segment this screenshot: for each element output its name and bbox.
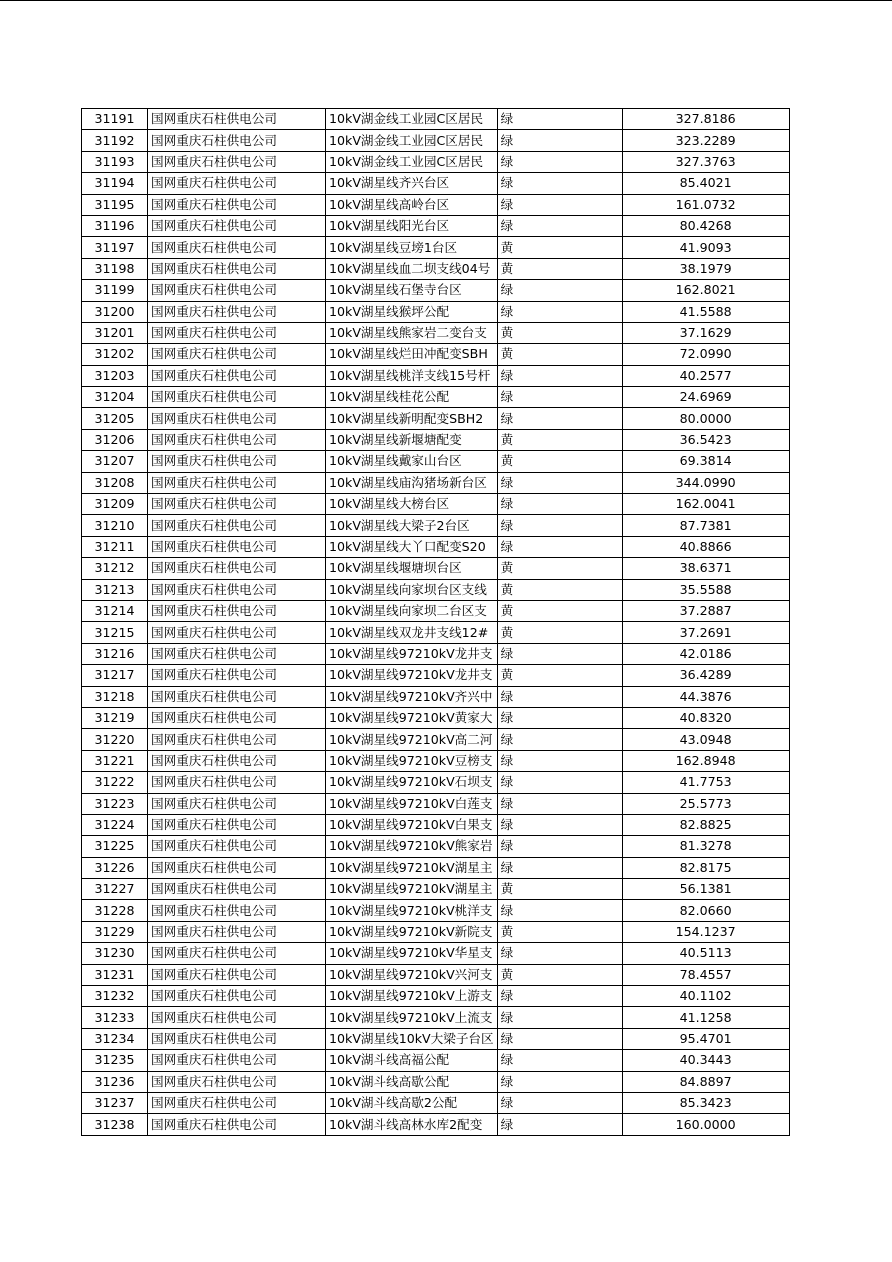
table-row: [82, 686, 790, 707]
value-cell: 40.1102: [622, 986, 789, 1007]
value-cell: 25.5773: [622, 793, 789, 814]
value-cell: 87.7381: [622, 515, 789, 536]
table-row: [82, 429, 790, 450]
table-row: [82, 215, 790, 236]
value-cell: 38.6371: [622, 558, 789, 579]
company-cell: 国网重庆石柱供电公司: [148, 964, 326, 985]
value-cell: 41.9093: [622, 237, 789, 258]
value-cell: 43.0948: [622, 729, 789, 750]
row-id-cell: 31205: [82, 408, 148, 429]
station-cell: 10kV湖星线97210kV齐兴中: [326, 686, 498, 707]
status-cell: 绿: [497, 1092, 622, 1113]
company-cell: 国网重庆石柱供电公司: [148, 643, 326, 664]
table-row: [82, 151, 790, 172]
table-row: [82, 130, 790, 151]
table-row: [82, 1092, 790, 1113]
row-id-cell: 31222: [82, 772, 148, 793]
station-cell: 10kV湖斗线高歇公配: [326, 1071, 498, 1092]
company-cell: 国网重庆石柱供电公司: [148, 1028, 326, 1049]
row-id-cell: 31212: [82, 558, 148, 579]
row-id-cell: 31236: [82, 1071, 148, 1092]
company-cell: 国网重庆石柱供电公司: [148, 429, 326, 450]
value-cell: 82.0660: [622, 900, 789, 921]
status-cell: 黄: [497, 558, 622, 579]
row-id-cell: 31208: [82, 472, 148, 493]
value-cell: 44.3876: [622, 686, 789, 707]
value-cell: 154.1237: [622, 921, 789, 942]
row-id-cell: 31220: [82, 729, 148, 750]
table-row: [82, 579, 790, 600]
status-cell: 黄: [497, 879, 622, 900]
station-cell: 10kV湖金线工业园C区居民: [326, 109, 498, 130]
row-id-cell: 31221: [82, 750, 148, 771]
status-cell: 绿: [497, 1007, 622, 1028]
company-cell: 国网重庆石柱供电公司: [148, 322, 326, 343]
status-cell: 绿: [497, 814, 622, 835]
row-id-cell: 31231: [82, 964, 148, 985]
status-cell: 绿: [497, 707, 622, 728]
value-cell: 72.0990: [622, 344, 789, 365]
station-cell: 10kV湖星线97210kV上流支: [326, 1007, 498, 1028]
status-cell: 绿: [497, 472, 622, 493]
row-id-cell: 31233: [82, 1007, 148, 1028]
station-cell: 10kV湖星线齐兴台区: [326, 173, 498, 194]
row-id-cell: 31201: [82, 322, 148, 343]
company-cell: 国网重庆石柱供电公司: [148, 365, 326, 386]
company-cell: 国网重庆石柱供电公司: [148, 258, 326, 279]
value-cell: 40.8320: [622, 707, 789, 728]
status-cell: 绿: [497, 151, 622, 172]
status-cell: 黄: [497, 322, 622, 343]
status-cell: 绿: [497, 900, 622, 921]
table-row: [82, 1007, 790, 1028]
status-cell: 黄: [497, 258, 622, 279]
table-row: [82, 729, 790, 750]
table-row: [82, 387, 790, 408]
station-cell: 10kV湖星线桂花公配: [326, 387, 498, 408]
company-cell: 国网重庆石柱供电公司: [148, 686, 326, 707]
value-cell: 344.0990: [622, 472, 789, 493]
row-id-cell: 31224: [82, 814, 148, 835]
status-cell: 绿: [497, 215, 622, 236]
value-cell: 40.8866: [622, 536, 789, 557]
company-cell: 国网重庆石柱供电公司: [148, 986, 326, 1007]
value-cell: 84.8897: [622, 1071, 789, 1092]
data-table: [81, 108, 790, 1136]
station-cell: 10kV湖星线97210kV高二河: [326, 729, 498, 750]
status-cell: 绿: [497, 943, 622, 964]
table-row: [82, 643, 790, 664]
company-cell: 国网重庆石柱供电公司: [148, 237, 326, 258]
value-cell: 85.4021: [622, 173, 789, 194]
table-row: [82, 1028, 790, 1049]
status-cell: 黄: [497, 600, 622, 621]
company-cell: 国网重庆石柱供电公司: [148, 130, 326, 151]
table-row: [82, 707, 790, 728]
status-cell: 绿: [497, 729, 622, 750]
station-cell: 10kV湖星线97210kV龙井支: [326, 665, 498, 686]
table-body: [82, 109, 790, 1136]
table-row: [82, 1114, 790, 1135]
value-cell: 36.5423: [622, 429, 789, 450]
table-row: [82, 836, 790, 857]
table-row: [82, 879, 790, 900]
company-cell: 国网重庆石柱供电公司: [148, 857, 326, 878]
row-id-cell: 31216: [82, 643, 148, 664]
company-cell: 国网重庆石柱供电公司: [148, 451, 326, 472]
value-cell: 69.3814: [622, 451, 789, 472]
table-row: [82, 515, 790, 536]
status-cell: 绿: [497, 772, 622, 793]
status-cell: 绿: [497, 408, 622, 429]
table-row: [82, 793, 790, 814]
status-cell: 绿: [497, 857, 622, 878]
company-cell: 国网重庆石柱供电公司: [148, 879, 326, 900]
value-cell: 327.3763: [622, 151, 789, 172]
value-cell: 36.4289: [622, 665, 789, 686]
station-cell: 10kV湖星线向家坝台区支线: [326, 579, 498, 600]
station-cell: 10kV湖金线工业园C区居民: [326, 130, 498, 151]
station-cell: 10kV湖星线97210kV豆榜支: [326, 750, 498, 771]
value-cell: 323.2289: [622, 130, 789, 151]
status-cell: 绿: [497, 301, 622, 322]
station-cell: 10kV湖星线堰塘坝台区: [326, 558, 498, 579]
station-cell: 10kV湖星线97210kV熊家岩: [326, 836, 498, 857]
row-id-cell: 31215: [82, 622, 148, 643]
company-cell: 国网重庆石柱供电公司: [148, 622, 326, 643]
table-row: [82, 986, 790, 1007]
row-id-cell: 31210: [82, 515, 148, 536]
status-cell: 绿: [497, 1114, 622, 1135]
station-cell: 10kV湖金线工业园C区居民: [326, 151, 498, 172]
value-cell: 41.1258: [622, 1007, 789, 1028]
company-cell: 国网重庆石柱供电公司: [148, 151, 326, 172]
table-row: [82, 472, 790, 493]
station-cell: 10kV湖星线97210kV湖星主: [326, 857, 498, 878]
status-cell: 绿: [497, 194, 622, 215]
station-cell: 10kV湖星线大梁子2台区: [326, 515, 498, 536]
station-cell: 10kV湖斗线高歇2公配: [326, 1092, 498, 1113]
status-cell: 黄: [497, 921, 622, 942]
row-id-cell: 31214: [82, 600, 148, 621]
value-cell: 82.8175: [622, 857, 789, 878]
row-id-cell: 31196: [82, 215, 148, 236]
row-id-cell: 31227: [82, 879, 148, 900]
row-id-cell: 31200: [82, 301, 148, 322]
status-cell: 黄: [497, 237, 622, 258]
station-cell: 10kV湖星线桃洋支线15号杆: [326, 365, 498, 386]
company-cell: 国网重庆石柱供电公司: [148, 579, 326, 600]
station-cell: 10kV湖星线大榜台区: [326, 494, 498, 515]
company-cell: 国网重庆石柱供电公司: [148, 344, 326, 365]
table-row: [82, 109, 790, 130]
table-row: [82, 900, 790, 921]
value-cell: 160.0000: [622, 1114, 789, 1135]
row-id-cell: 31194: [82, 173, 148, 194]
row-id-cell: 31209: [82, 494, 148, 515]
table-row: [82, 301, 790, 322]
table-row: [82, 772, 790, 793]
page-top-rule: [0, 0, 892, 1]
row-id-cell: 31232: [82, 986, 148, 1007]
table-row: [82, 258, 790, 279]
table-row: [82, 600, 790, 621]
status-cell: 黄: [497, 622, 622, 643]
table-row: [82, 921, 790, 942]
table-row: [82, 194, 790, 215]
company-cell: 国网重庆石柱供电公司: [148, 729, 326, 750]
station-cell: 10kV湖斗线高林水库2配变: [326, 1114, 498, 1135]
company-cell: 国网重庆石柱供电公司: [148, 1050, 326, 1071]
row-id-cell: 31202: [82, 344, 148, 365]
status-cell: 绿: [497, 494, 622, 515]
table-row: [82, 451, 790, 472]
company-cell: 国网重庆石柱供电公司: [148, 558, 326, 579]
company-cell: 国网重庆石柱供电公司: [148, 943, 326, 964]
station-cell: 10kV湖星线猴坪公配: [326, 301, 498, 322]
company-cell: 国网重庆石柱供电公司: [148, 707, 326, 728]
status-cell: 绿: [497, 793, 622, 814]
company-cell: 国网重庆石柱供电公司: [148, 387, 326, 408]
status-cell: 绿: [497, 109, 622, 130]
status-cell: 绿: [497, 536, 622, 557]
status-cell: 绿: [497, 643, 622, 664]
station-cell: 10kV湖星线10kV大梁子台区: [326, 1028, 498, 1049]
value-cell: 37.2887: [622, 600, 789, 621]
table-row: [82, 750, 790, 771]
company-cell: 国网重庆石柱供电公司: [148, 215, 326, 236]
row-id-cell: 31199: [82, 280, 148, 301]
status-cell: 黄: [497, 344, 622, 365]
company-cell: 国网重庆石柱供电公司: [148, 494, 326, 515]
value-cell: 80.4268: [622, 215, 789, 236]
table-row: [82, 536, 790, 557]
row-id-cell: 31223: [82, 793, 148, 814]
company-cell: 国网重庆石柱供电公司: [148, 408, 326, 429]
row-id-cell: 31193: [82, 151, 148, 172]
value-cell: 162.8021: [622, 280, 789, 301]
row-id-cell: 31229: [82, 921, 148, 942]
value-cell: 162.8948: [622, 750, 789, 771]
row-id-cell: 31206: [82, 429, 148, 450]
status-cell: 黄: [497, 429, 622, 450]
status-cell: 绿: [497, 986, 622, 1007]
company-cell: 国网重庆石柱供电公司: [148, 1007, 326, 1028]
station-cell: 10kV湖星线向家坝二台区支: [326, 600, 498, 621]
table-row: [82, 857, 790, 878]
table-row: [82, 344, 790, 365]
table-row: [82, 665, 790, 686]
value-cell: 40.5113: [622, 943, 789, 964]
value-cell: 162.0041: [622, 494, 789, 515]
table-row: [82, 494, 790, 515]
station-cell: 10kV湖星线庙沟猪场新台区: [326, 472, 498, 493]
company-cell: 国网重庆石柱供电公司: [148, 472, 326, 493]
row-id-cell: 31226: [82, 857, 148, 878]
company-cell: 国网重庆石柱供电公司: [148, 814, 326, 835]
status-cell: 黄: [497, 451, 622, 472]
station-cell: 10kV湖星线新明配变SBH2: [326, 408, 498, 429]
company-cell: 国网重庆石柱供电公司: [148, 173, 326, 194]
row-id-cell: 31213: [82, 579, 148, 600]
row-id-cell: 31191: [82, 109, 148, 130]
status-cell: 绿: [497, 173, 622, 194]
row-id-cell: 31234: [82, 1028, 148, 1049]
value-cell: 85.3423: [622, 1092, 789, 1113]
row-id-cell: 31237: [82, 1092, 148, 1113]
status-cell: 绿: [497, 130, 622, 151]
table-row: [82, 943, 790, 964]
value-cell: 37.1629: [622, 322, 789, 343]
status-cell: 绿: [497, 750, 622, 771]
value-cell: 40.2577: [622, 365, 789, 386]
company-cell: 国网重庆石柱供电公司: [148, 536, 326, 557]
value-cell: 24.6969: [622, 387, 789, 408]
table-row: [82, 280, 790, 301]
table-row: [82, 964, 790, 985]
row-id-cell: 31235: [82, 1050, 148, 1071]
table-row: [82, 814, 790, 835]
row-id-cell: 31218: [82, 686, 148, 707]
value-cell: 78.4557: [622, 964, 789, 985]
row-id-cell: 31211: [82, 536, 148, 557]
row-id-cell: 31230: [82, 943, 148, 964]
row-id-cell: 31204: [82, 387, 148, 408]
status-cell: 黄: [497, 665, 622, 686]
status-cell: 绿: [497, 280, 622, 301]
value-cell: 41.5588: [622, 301, 789, 322]
company-cell: 国网重庆石柱供电公司: [148, 600, 326, 621]
company-cell: 国网重庆石柱供电公司: [148, 750, 326, 771]
station-cell: 10kV湖星线新堰塘配变: [326, 429, 498, 450]
row-id-cell: 31198: [82, 258, 148, 279]
value-cell: 81.3278: [622, 836, 789, 857]
value-cell: 327.8186: [622, 109, 789, 130]
row-id-cell: 31195: [82, 194, 148, 215]
value-cell: 40.3443: [622, 1050, 789, 1071]
company-cell: 国网重庆石柱供电公司: [148, 921, 326, 942]
station-cell: 10kV湖星线97210kV湖星主: [326, 879, 498, 900]
status-cell: 绿: [497, 387, 622, 408]
status-cell: 黄: [497, 579, 622, 600]
company-cell: 国网重庆石柱供电公司: [148, 1071, 326, 1092]
company-cell: 国网重庆石柱供电公司: [148, 836, 326, 857]
company-cell: 国网重庆石柱供电公司: [148, 1114, 326, 1135]
value-cell: 42.0186: [622, 643, 789, 664]
station-cell: 10kV湖星线戴家山台区: [326, 451, 498, 472]
station-cell: 10kV湖星线97210kV新院支: [326, 921, 498, 942]
value-cell: 35.5588: [622, 579, 789, 600]
status-cell: 绿: [497, 686, 622, 707]
value-cell: 80.0000: [622, 408, 789, 429]
station-cell: 10kV湖星线97210kV石坝支: [326, 772, 498, 793]
station-cell: 10kV湖星线阳光台区: [326, 215, 498, 236]
row-id-cell: 31207: [82, 451, 148, 472]
status-cell: 绿: [497, 1071, 622, 1092]
station-cell: 10kV湖星线97210kV龙井支: [326, 643, 498, 664]
station-cell: 10kV湖星线双龙井支线12#: [326, 622, 498, 643]
station-cell: 10kV湖星线97210kV兴河支: [326, 964, 498, 985]
station-cell: 10kV湖星线97210kV桃洋支: [326, 900, 498, 921]
row-id-cell: 31217: [82, 665, 148, 686]
status-cell: 绿: [497, 365, 622, 386]
table-row: [82, 237, 790, 258]
company-cell: 国网重庆石柱供电公司: [148, 772, 326, 793]
row-id-cell: 31228: [82, 900, 148, 921]
station-cell: 10kV湖星线血二坝支线04号: [326, 258, 498, 279]
station-cell: 10kV湖星线石堡寺台区: [326, 280, 498, 301]
value-cell: 37.2691: [622, 622, 789, 643]
table-row: [82, 173, 790, 194]
station-cell: 10kV湖星线97210kV黄家大: [326, 707, 498, 728]
status-cell: 绿: [497, 836, 622, 857]
value-cell: 56.1381: [622, 879, 789, 900]
station-cell: 10kV湖星线97210kV白莲支: [326, 793, 498, 814]
table-row: [82, 1071, 790, 1092]
company-cell: 国网重庆石柱供电公司: [148, 194, 326, 215]
table-row: [82, 558, 790, 579]
status-cell: 绿: [497, 1050, 622, 1071]
station-cell: 10kV湖斗线高福公配: [326, 1050, 498, 1071]
company-cell: 国网重庆石柱供电公司: [148, 301, 326, 322]
table-row: [82, 1050, 790, 1071]
station-cell: 10kV湖星线大丫口配变S20: [326, 536, 498, 557]
value-cell: 161.0732: [622, 194, 789, 215]
company-cell: 国网重庆石柱供电公司: [148, 109, 326, 130]
station-cell: 10kV湖星线高岭台区: [326, 194, 498, 215]
value-cell: 82.8825: [622, 814, 789, 835]
company-cell: 国网重庆石柱供电公司: [148, 515, 326, 536]
company-cell: 国网重庆石柱供电公司: [148, 665, 326, 686]
table-row: [82, 408, 790, 429]
status-cell: 绿: [497, 1028, 622, 1049]
status-cell: 绿: [497, 515, 622, 536]
table-row: [82, 622, 790, 643]
station-cell: 10kV湖星线97210kV华星支: [326, 943, 498, 964]
company-cell: 国网重庆石柱供电公司: [148, 280, 326, 301]
row-id-cell: 31219: [82, 707, 148, 728]
status-cell: 黄: [497, 964, 622, 985]
station-cell: 10kV湖星线97210kV上游支: [326, 986, 498, 1007]
station-cell: 10kV湖星线97210kV白果支: [326, 814, 498, 835]
value-cell: 38.1979: [622, 258, 789, 279]
row-id-cell: 31197: [82, 237, 148, 258]
table-row: [82, 365, 790, 386]
company-cell: 国网重庆石柱供电公司: [148, 1092, 326, 1113]
row-id-cell: 31203: [82, 365, 148, 386]
row-id-cell: 31192: [82, 130, 148, 151]
row-id-cell: 31238: [82, 1114, 148, 1135]
station-cell: 10kV湖星线豆塝1台区: [326, 237, 498, 258]
row-id-cell: 31225: [82, 836, 148, 857]
station-cell: 10kV湖星线熊家岩二变台支: [326, 322, 498, 343]
value-cell: 41.7753: [622, 772, 789, 793]
station-cell: 10kV湖星线烂田冲配变SBH: [326, 344, 498, 365]
table-row: [82, 322, 790, 343]
company-cell: 国网重庆石柱供电公司: [148, 900, 326, 921]
company-cell: 国网重庆石柱供电公司: [148, 793, 326, 814]
value-cell: 95.4701: [622, 1028, 789, 1049]
